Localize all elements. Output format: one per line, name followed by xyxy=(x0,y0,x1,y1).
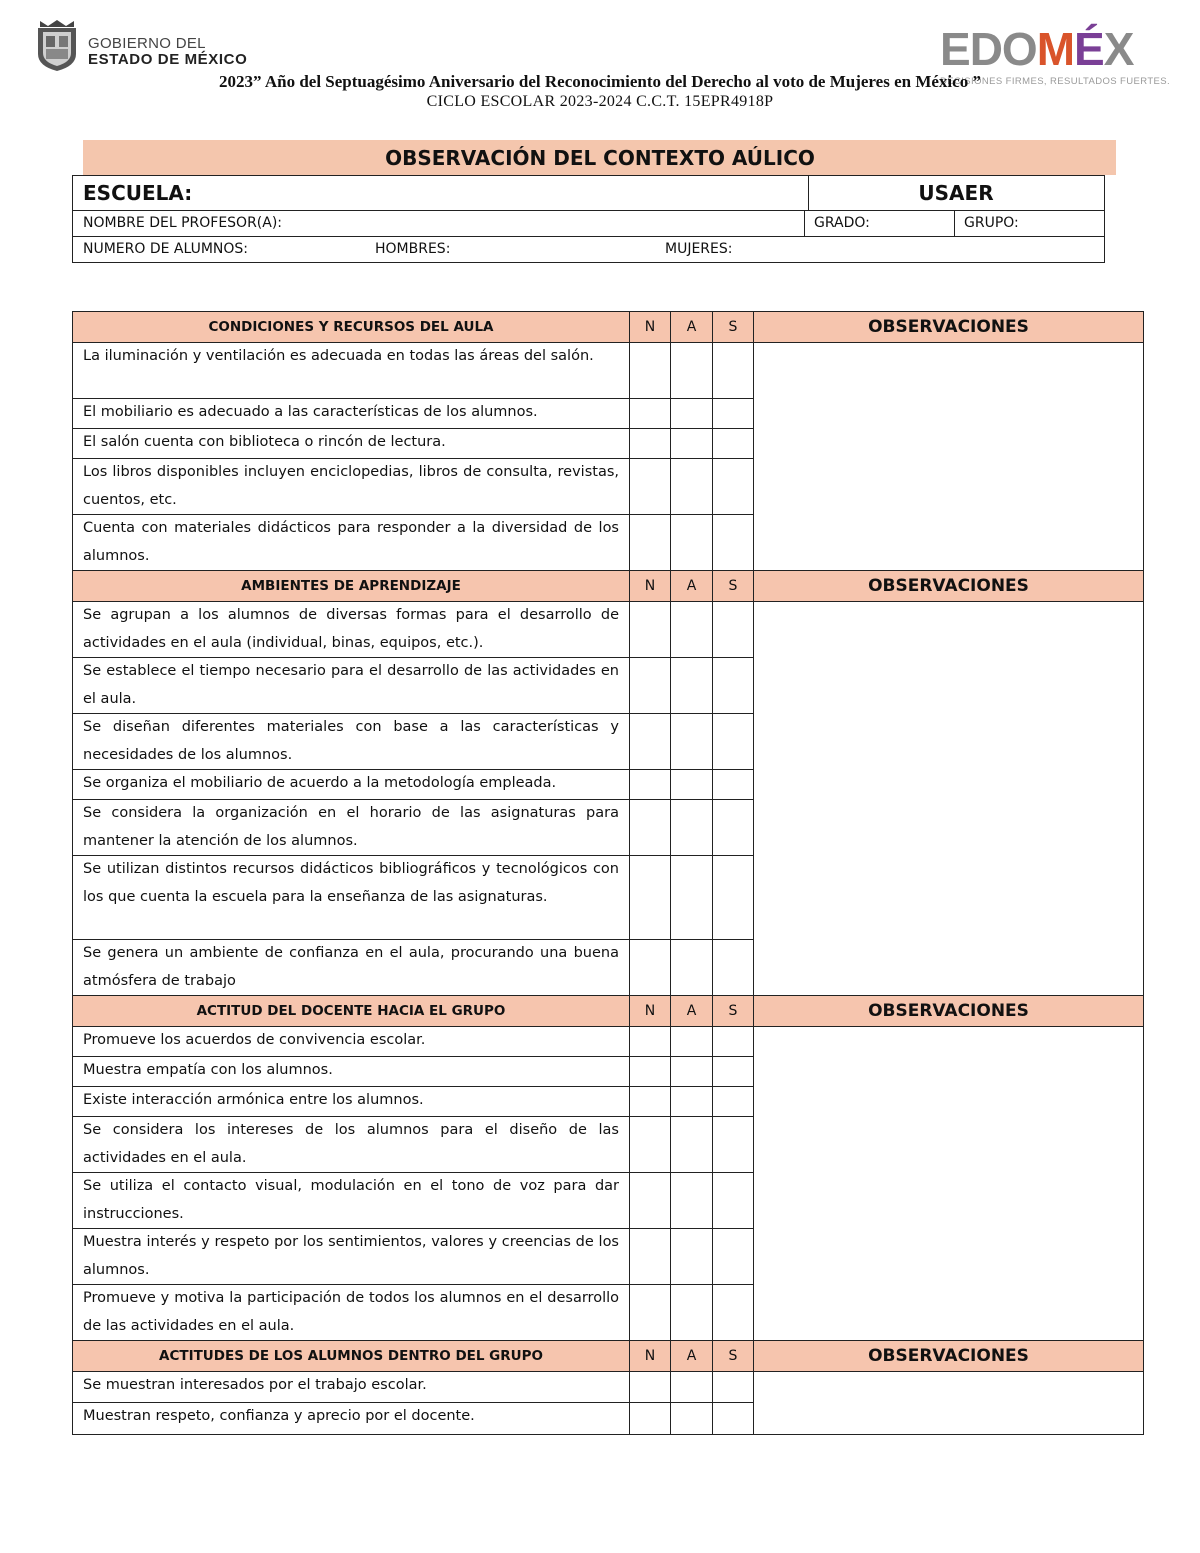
section-title: ACTITUD DEL DOCENTE HACIA EL GRUPO xyxy=(73,996,630,1027)
column-a-header: A xyxy=(671,571,713,602)
rating-cell-a[interactable] xyxy=(671,1173,713,1229)
criterion-text: Los libros disponibles incluyen enciclopedias, libros de consulta, revistas, cuentos, etc. xyxy=(73,459,630,515)
rating-cell-n[interactable] xyxy=(630,1173,671,1229)
table-row xyxy=(73,602,1144,658)
rating-cell-s[interactable] xyxy=(713,1087,754,1117)
table-row xyxy=(73,1027,1144,1057)
rating-cell-a[interactable] xyxy=(671,658,713,714)
coat-of-arms-icon xyxy=(34,18,80,72)
criterion-text: Se utilizan distintos recursos didácticos bibliográficos y tecnológicos con los que cuenta la escuela para la enseñanza de las asignaturas. xyxy=(73,856,630,940)
rating-cell-s[interactable] xyxy=(713,343,754,399)
rating-cell-n[interactable] xyxy=(630,770,671,800)
rating-cell-s[interactable] xyxy=(713,1173,754,1229)
rating-cell-n[interactable] xyxy=(630,800,671,856)
rating-cell-s[interactable] xyxy=(713,429,754,459)
rating-cell-n[interactable] xyxy=(630,1372,671,1403)
observaciones-header: OBSERVACIONES xyxy=(754,996,1144,1027)
rating-cell-s[interactable] xyxy=(713,515,754,571)
criterion-text: Cuenta con materiales didácticos para responder a la diversidad de los alumnos. xyxy=(73,515,630,571)
rating-cell-n[interactable] xyxy=(630,515,671,571)
rating-cell-s[interactable] xyxy=(713,1403,754,1435)
rating-cell-n[interactable] xyxy=(630,1229,671,1285)
criterion-text: Se establece el tiempo necesario para el desarrollo de las actividades en el aula. xyxy=(73,658,630,714)
rating-cell-n[interactable] xyxy=(630,714,671,770)
rating-cell-s[interactable] xyxy=(713,459,754,515)
rating-cell-s[interactable] xyxy=(713,800,754,856)
criterion-text: Se organiza el mobiliario de acuerdo a la metodología empleada. xyxy=(73,770,630,800)
rating-cell-a[interactable] xyxy=(671,1285,713,1341)
section-header xyxy=(73,312,1144,343)
rating-cell-a[interactable] xyxy=(671,343,713,399)
rating-cell-s[interactable] xyxy=(713,1027,754,1057)
column-n-header: N xyxy=(630,1341,671,1372)
table-row xyxy=(73,1372,1144,1403)
column-s-header: S xyxy=(713,312,754,343)
rating-cell-a[interactable] xyxy=(671,1087,713,1117)
rating-cell-s[interactable] xyxy=(713,602,754,658)
rating-cell-s[interactable] xyxy=(713,856,754,940)
column-a-header: A xyxy=(671,996,713,1027)
section-header xyxy=(73,571,1144,602)
criterion-text: Se considera los intereses de los alumnos para el diseño de las actividades en el aula. xyxy=(73,1117,630,1173)
rating-cell-s[interactable] xyxy=(713,714,754,770)
rating-cell-a[interactable] xyxy=(671,1117,713,1173)
rating-cell-n[interactable] xyxy=(630,343,671,399)
observaciones-header: OBSERVACIONES xyxy=(754,571,1144,602)
criterion-text: Muestran respeto, confianza y aprecio por el docente. xyxy=(73,1403,630,1435)
rating-cell-s[interactable] xyxy=(713,1229,754,1285)
mujeres-field[interactable]: MUJERES: xyxy=(665,241,733,257)
section-title: ACTITUDES DE LOS ALUMNOS DENTRO DEL GRUPO xyxy=(73,1341,630,1372)
edomex-wordmark: EDOMÉX xyxy=(940,23,1134,75)
column-s-header: S xyxy=(713,1341,754,1372)
criterion-text: Existe interacción armónica entre los alumnos. xyxy=(73,1087,630,1117)
column-a-header: A xyxy=(671,312,713,343)
observaciones-header: OBSERVACIONES xyxy=(754,1341,1144,1372)
rating-cell-s[interactable] xyxy=(713,1057,754,1087)
info-table xyxy=(72,175,1105,263)
criterion-text: Se considera la organización en el horario de las asignaturas para mantener la atención de los alumnos. xyxy=(73,800,630,856)
rating-cell-s[interactable] xyxy=(713,1117,754,1173)
escuela-field[interactable]: ESCUELA: xyxy=(83,181,193,205)
criterion-text: Promueve los acuerdos de convivencia escolar. xyxy=(73,1027,630,1057)
rating-cell-a[interactable] xyxy=(671,515,713,571)
gobierno-logo xyxy=(34,18,254,74)
rating-cell-a[interactable] xyxy=(671,1403,713,1435)
hombres-field[interactable]: HOMBRES: xyxy=(375,241,451,257)
rating-cell-n[interactable] xyxy=(630,459,671,515)
section-header xyxy=(73,996,1144,1027)
gobierno-line-1: GOBIERNO DEL xyxy=(88,35,206,52)
edomex-tagline: DECISIONES FIRMES, RESULTADOS FUERTES. xyxy=(940,76,1171,87)
criterion-text: Se diseñan diferentes materiales con base a las características y necesidades de los alumnos. xyxy=(73,714,630,770)
rating-cell-a[interactable] xyxy=(671,800,713,856)
rating-cell-n[interactable] xyxy=(630,1027,671,1057)
rating-cell-n[interactable] xyxy=(630,429,671,459)
rating-cell-a[interactable] xyxy=(671,1027,713,1057)
motto-line: 2023” Año del Septuagésimo Aniversario del Reconocimiento del Derecho al voto de Mujeres en México ” xyxy=(219,72,981,91)
rating-cell-s[interactable] xyxy=(713,399,754,429)
criterion-text: Muestra empatía con los alumnos. xyxy=(73,1057,630,1087)
rating-cell-a[interactable] xyxy=(671,856,713,940)
rating-cell-s[interactable] xyxy=(713,1372,754,1403)
criterion-text: La iluminación y ventilación es adecuada en todas las áreas del salón. xyxy=(73,343,630,399)
table-row xyxy=(73,343,1144,399)
rating-cell-s[interactable] xyxy=(713,940,754,996)
observaciones-cell[interactable] xyxy=(754,602,1144,996)
rating-cell-a[interactable] xyxy=(671,459,713,515)
criterion-text: Se utiliza el contacto visual, modulación en el tono de voz para dar instrucciones. xyxy=(73,1173,630,1229)
criterion-text: Se genera un ambiente de confianza en el aula, procurando una buena atmósfera de trabajo xyxy=(73,940,630,996)
column-s-header: S xyxy=(713,571,754,602)
rating-cell-a[interactable] xyxy=(671,770,713,800)
column-n-header: N xyxy=(630,571,671,602)
section-header xyxy=(73,1341,1144,1372)
rating-cell-n[interactable] xyxy=(630,1285,671,1341)
criterion-text: El mobiliario es adecuado a las características de los alumnos. xyxy=(73,399,630,429)
profesor-field[interactable]: NOMBRE DEL PROFESOR(A): xyxy=(83,215,283,231)
rating-cell-a[interactable] xyxy=(671,1057,713,1087)
criterion-text: Muestra interés y respeto por los sentimientos, valores y creencias de los alumnos. xyxy=(73,1229,630,1285)
rating-cell-n[interactable] xyxy=(630,1087,671,1117)
page-title: OBSERVACIÓN DEL CONTEXTO AÚLICO xyxy=(385,146,815,170)
rating-cell-n[interactable] xyxy=(630,399,671,429)
rating-cell-n[interactable] xyxy=(630,1057,671,1087)
column-n-header: N xyxy=(630,996,671,1027)
observaciones-cell[interactable] xyxy=(754,1027,1144,1341)
rating-cell-a[interactable] xyxy=(671,429,713,459)
criterion-text: Promueve y motiva la participación de todos los alumnos en el desarrollo de las actividades en el aula. xyxy=(73,1285,630,1341)
column-s-header: S xyxy=(713,996,754,1027)
rating-cell-n[interactable] xyxy=(630,658,671,714)
section-title: CONDICIONES Y RECURSOS DEL AULA xyxy=(73,312,630,343)
column-n-header: N xyxy=(630,312,671,343)
criterion-text: Se muestran interesados por el trabajo escolar. xyxy=(73,1372,630,1403)
grado-field[interactable]: GRADO: xyxy=(814,215,870,231)
rating-cell-a[interactable] xyxy=(671,399,713,429)
rating-cell-n[interactable] xyxy=(630,1117,671,1173)
column-a-header: A xyxy=(671,1341,713,1372)
rating-cell-a[interactable] xyxy=(671,940,713,996)
rating-cell-a[interactable] xyxy=(671,602,713,658)
rating-cell-n[interactable] xyxy=(630,940,671,996)
ciclo-escolar: CICLO ESCOLAR 2023-2024 C.C.T. 15EPR4918P xyxy=(426,93,774,110)
rating-cell-s[interactable] xyxy=(713,658,754,714)
rating-cell-a[interactable] xyxy=(671,1372,713,1403)
observation-table xyxy=(72,311,1144,1435)
observaciones-header: OBSERVACIONES xyxy=(754,312,1144,343)
rating-cell-a[interactable] xyxy=(671,1229,713,1285)
criterion-text: Se agrupan a los alumnos de diversas formas para el desarrollo de actividades en el aula (individual, binas, equipos, etc.). xyxy=(73,602,630,658)
rating-cell-n[interactable] xyxy=(630,856,671,940)
usaer-label: USAER xyxy=(918,181,994,205)
observaciones-cell[interactable] xyxy=(754,343,1144,571)
criterion-text: El salón cuenta con biblioteca o rincón de lectura. xyxy=(73,429,630,459)
rating-cell-s[interactable] xyxy=(713,770,754,800)
rating-cell-n[interactable] xyxy=(630,602,671,658)
rating-cell-n[interactable] xyxy=(630,1403,671,1435)
alumnos-field[interactable]: NUMERO DE ALUMNOS: xyxy=(83,241,249,257)
gobierno-line-2: ESTADO DE MÉXICO xyxy=(88,51,248,68)
rating-cell-s[interactable] xyxy=(713,1285,754,1341)
rating-cell-a[interactable] xyxy=(671,714,713,770)
observaciones-cell[interactable] xyxy=(754,1372,1144,1435)
section-title: AMBIENTES DE APRENDIZAJE xyxy=(73,571,630,602)
grupo-field[interactable]: GRUPO: xyxy=(964,215,1019,231)
